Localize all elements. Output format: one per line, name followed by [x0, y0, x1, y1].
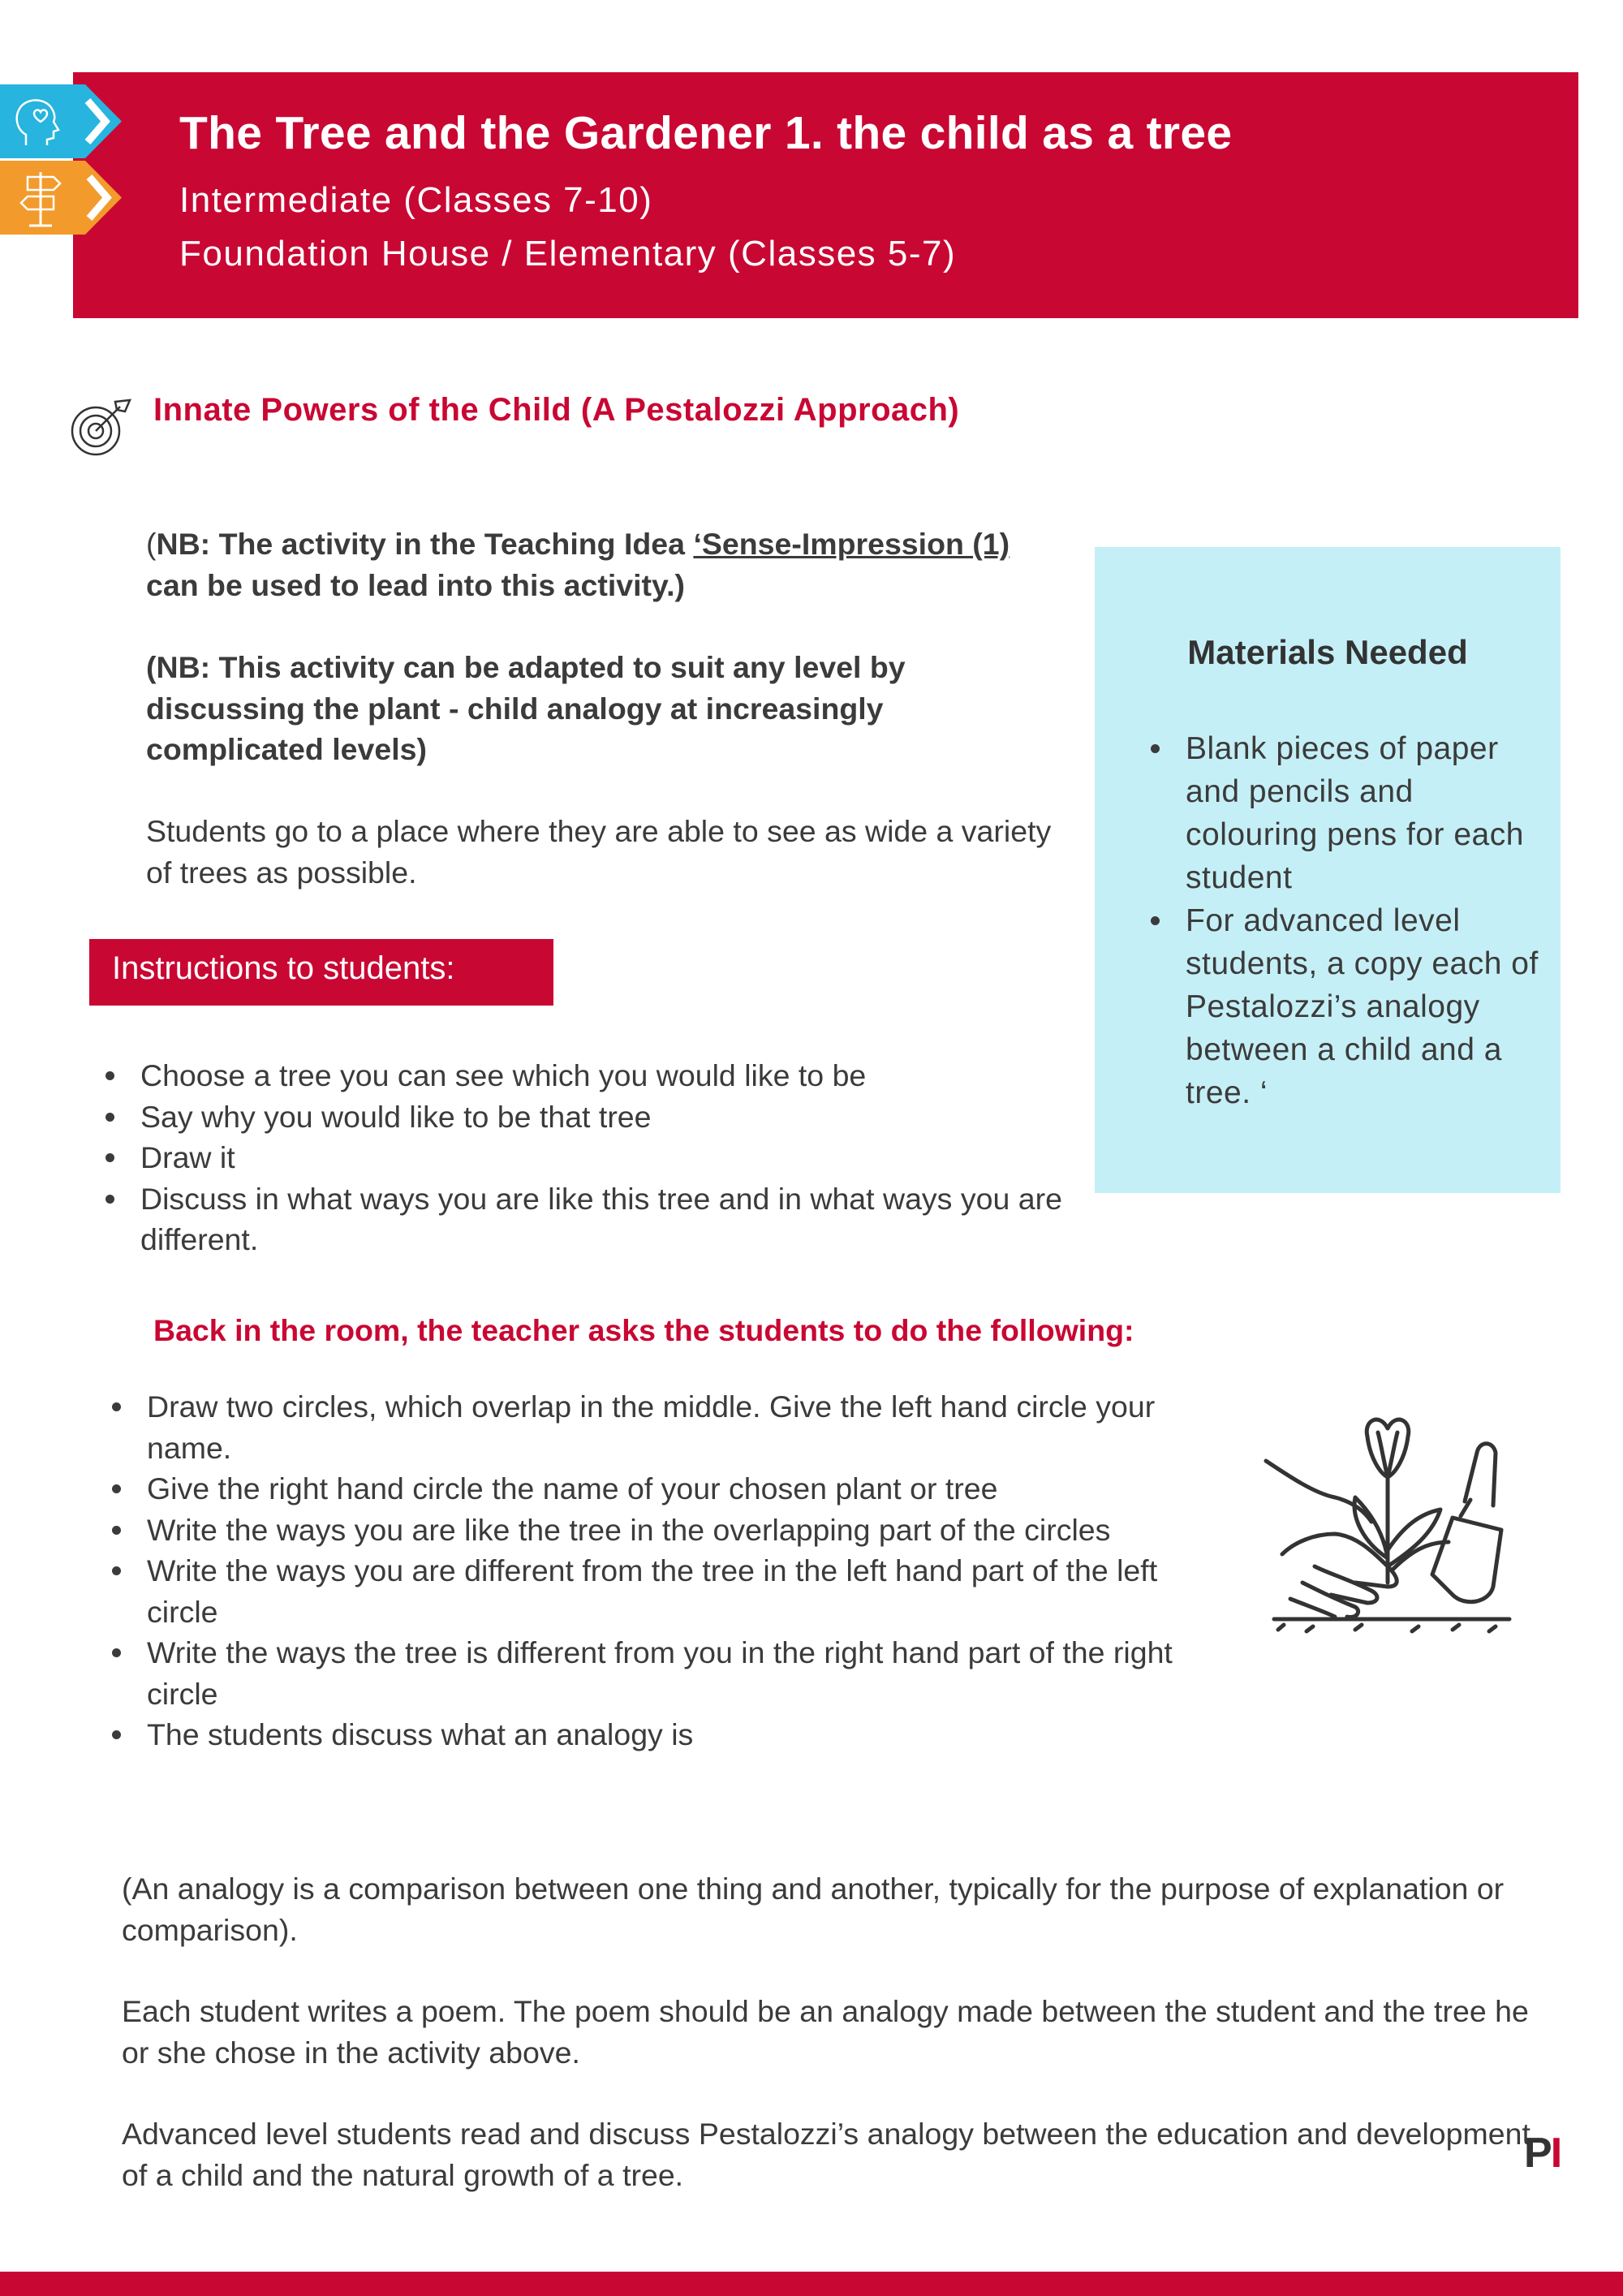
list-item: Give the right hand circle the name of your chosen plant or tree [110, 1468, 1230, 1510]
instructions-list [104, 1055, 1078, 1260]
level-foundation: Foundation House / Elementary (Classes 5-7) [179, 234, 957, 274]
section-title: Innate Powers of the Child (A Pestalozzi Approach) [153, 392, 960, 428]
back-in-room-heading: Back in the room, the teacher asks the students to do the following: [153, 1313, 1134, 1347]
poem-instruction: Each student writes a poem. The poem should be an analogy made between the student and the tree he or she chose in the activity above. [122, 1994, 1529, 2070]
list-item: Write the ways the tree is different from you in the right hand part of the right circle [110, 1632, 1230, 1714]
list-item: Choose a tree you can see which you would like to be [104, 1055, 1078, 1096]
head-heart-icon [0, 84, 122, 158]
note-suffix: can be used to lead into this activity.) [146, 567, 686, 602]
back-in-room-list [110, 1386, 1230, 1755]
advanced-instruction: Advanced level students read and discuss Pestalozzi’s analogy between the education and development of a child and the natural growth of a tree. [122, 2117, 1530, 2192]
materials-list [1149, 727, 1539, 1114]
planting-hand-icon [1258, 1412, 1518, 1639]
list-item: Discuss in what ways you are like this tree and in what ways you are different. [104, 1178, 1078, 1260]
list-item: Say why you would like to be that tree [104, 1096, 1078, 1138]
list-item: Draw it [104, 1137, 1078, 1178]
list-item: Blank pieces of paper and pencils and colouring pens for each student [1149, 727, 1539, 899]
level-intermediate: Intermediate (Classes 7-10) [179, 180, 653, 220]
footer-bar [0, 2272, 1623, 2296]
note-adaptation: (NB: This activity can be adapted to suit any level by discussing the plant - child analogy at increasingly complicated levels) [146, 650, 906, 766]
materials-title: Materials Needed [1187, 633, 1468, 671]
instructions-label: Instructions to students: [112, 950, 455, 986]
list-item: Draw two circles, which overlap in the middle. Give the left hand circle your name. [110, 1386, 1230, 1468]
list-item: Write the ways you are different from the tree in the left hand part of the left circle [110, 1550, 1230, 1632]
logo-p: P [1524, 2130, 1551, 2177]
note-sense-impression [146, 523, 1063, 605]
note-open-paren: ( [146, 527, 157, 561]
sense-impression-link[interactable]: ‘Sense-Impression (1) [693, 527, 1010, 561]
signpost-icon [0, 161, 122, 235]
target-icon [70, 395, 131, 457]
note-prefix: NB: The activity in the Teaching Idea [156, 527, 694, 561]
logo-i: I [1550, 2130, 1561, 2177]
list-item: Write the ways you are like the tree in the overlapping part of the circles [110, 1510, 1230, 1551]
list-item: The students discuss what an analogy is [110, 1714, 1230, 1755]
list-item: For advanced level students, a copy each of Pestalozzi’s analogy between a child and a tree. ‘ [1149, 899, 1539, 1114]
intro-paragraph: Students go to a place where they are able to see as wide a variety of trees as possible. [146, 814, 1052, 890]
page-title: The Tree and the Gardener 1. the child as a tree [179, 107, 1233, 159]
analogy-definition: (An analogy is a comparison between one thing and another, typically for the purpose of explanation or comparison). [122, 1872, 1505, 1947]
pi-logo [1524, 2129, 1561, 2178]
